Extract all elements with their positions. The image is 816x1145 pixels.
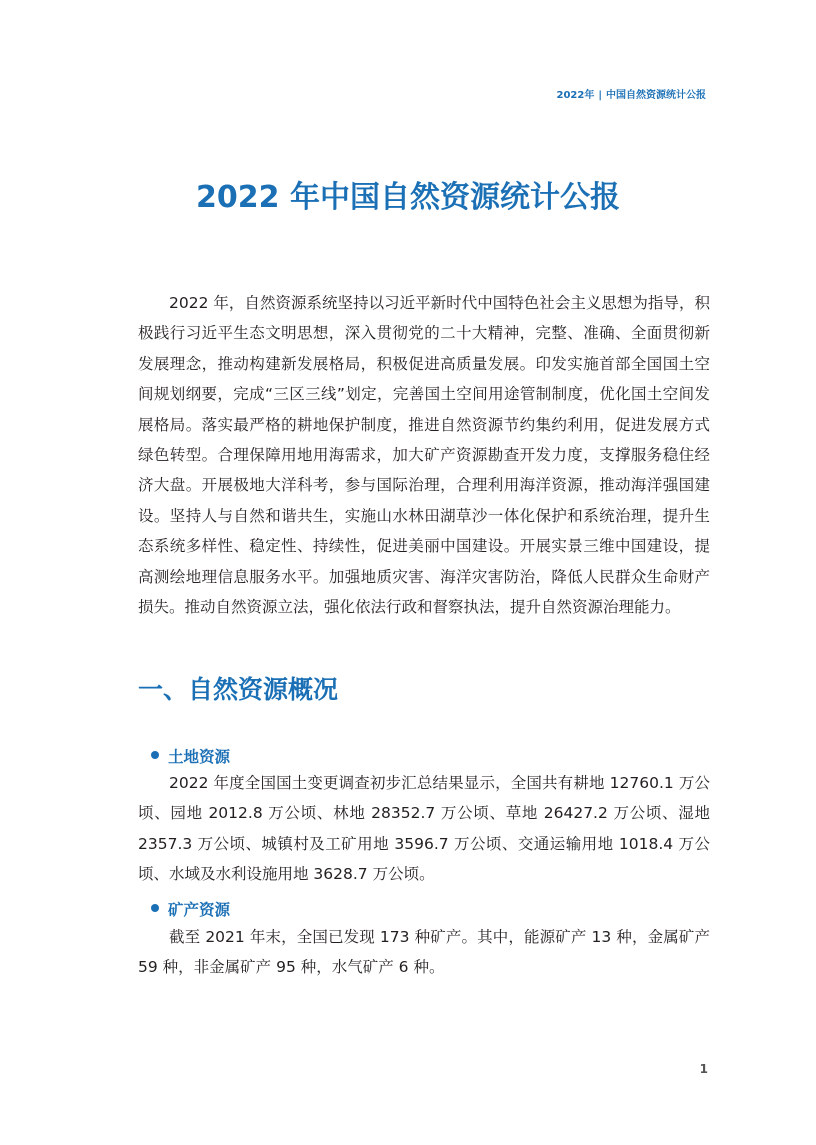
section-heading-natural-resources-overview: 一、自然资源概况 bbox=[138, 675, 339, 704]
land-resources-paragraph: 2022 年度全国国土变更调查初步汇总结果显示，全国共有耕地 12760.1 万公顷、园地 2012.8 万公顷、林地 28352.7 万公顷、草地 26427.2 万公顷、湿地 2357.3 万公顷、城镇村及工矿用地 3596.7 万公顷、交通运输用地 1018.4 万公顷、水域及水利设施用地 3628.7 万公顷。 bbox=[138, 774, 710, 884]
running-header bbox=[557, 86, 707, 101]
subsection-heading-land-label: 土地资源 bbox=[168, 748, 231, 766]
running-header-year: 2022年 bbox=[556, 90, 595, 101]
intro-paragraph: 2022 年，自然资源系统坚持以习近平新时代中国特色社会主义思想为指导，积极践行习近平生态文明思想，深入贯彻党的二十大精神，完整、准确、全面贯彻新发展理念，推动构建新发展格局，积极促进高质量发展。印发实施首部全国国土空间规划纲要，完成“三区三线”划定，完善国土空间用途管制制度，优化国土空间发展格局。落实最严格的耕地保护制度，推进自然资源节约集约利用，促进发展方式绿色转型。合理保障用地用海需求，加大矿产资源勘查开发力度，支撑服务稳住经济大盘。开展极地大洋科考，参与国际治理，合理利用海洋资源，推动海洋强国建设。坚持人与自然和谐共生，实施山水林田湖草沙一体化保护和系统治理，提升生态系统多样性、稳定性、持续性，促进美丽中国建设。开展实景三维中国建设，提高测绘地理信息服务水平。加强地质灾害、海洋灾害防治，降低人民群众生命财产损失。推动自然资源立法，强化依法行政和督察执法，提升自然资源治理能力。 bbox=[138, 294, 710, 617]
page-number: 1 bbox=[699, 1062, 708, 1076]
running-header-series: 中国自然资源统计公报 bbox=[606, 90, 706, 101]
subsection-heading-land-resources bbox=[168, 745, 230, 767]
mineral-resources-paragraph: 截至 2021 年末，全国已发现 173 种矿产。其中，能源矿产 13 种，金属矿产 59 种，非金属矿产 95 种，水气矿产 6 种。 bbox=[138, 928, 710, 977]
bullet-icon bbox=[151, 751, 159, 759]
subsection-heading-mineral-resources bbox=[168, 898, 230, 920]
bullet-icon bbox=[151, 904, 159, 912]
document-title: 2022 年中国自然资源统计公报 bbox=[196, 180, 620, 215]
running-header-separator: | bbox=[598, 90, 602, 101]
subsection-heading-mineral-label: 矿产资源 bbox=[168, 901, 231, 919]
